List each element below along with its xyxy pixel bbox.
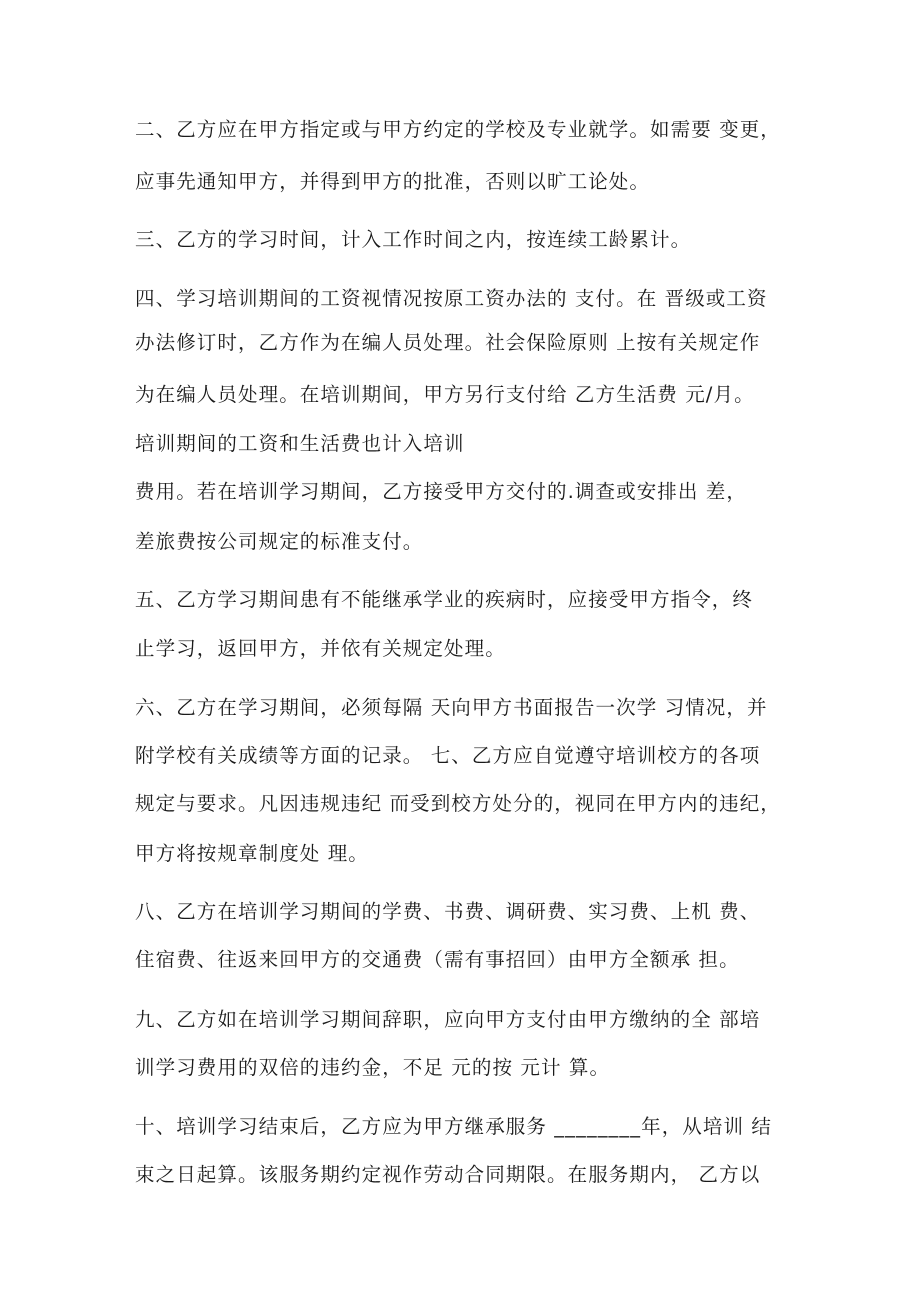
text-line: 差旅费按公司规定的标准支付。 <box>135 530 424 553</box>
text-line: 培训期间的工资和生活费也计入培训 <box>135 432 465 455</box>
text-line: 三、乙方的学习时间，计入工作时间之内，按连续工龄累计。 <box>135 228 692 251</box>
text-line: 为在编人员处理。在培训期间，甲方另行支付给 乙方生活费 元/月。 <box>135 383 755 406</box>
text-line: 附学校有关成绩等方面的记录。 七、乙方应自觉遵守培训校方的各项 <box>135 744 761 767</box>
text-line: 六、乙方在学习期间，必须每隔 天向甲方书面报告一次学 习情况，并 <box>135 696 768 719</box>
text-line: 八、乙方在培训学习期间的学费、书费、调研费、实习费、上机 费、 <box>135 900 761 923</box>
text-line: 应事先通知甲方，并得到甲方的批准，否则以旷工论处。 <box>135 170 651 193</box>
text-line: 办法修订时，乙方作为在编人员处理。社会保险原则 上按有关规定作 <box>135 331 761 354</box>
text-line: 训学习费用的双倍的违约金，不足 元的按 元计 算。 <box>135 1056 611 1079</box>
text-line: 九、乙方如在培训学习期间辞职，应向甲方支付由甲方缴纳的全 部培 <box>135 1008 761 1031</box>
text-line: 费用。若在培训学习期间，乙方接受甲方交付的.调查或安排出 差， <box>135 480 747 503</box>
text-line: 二、乙方应在甲方指定或与甲方约定的学校及专业就学。如需要 变更， <box>135 118 781 141</box>
text-line: 住宿费、往返来回甲方的交通费（需有事招回）由甲方全额承 担。 <box>135 948 740 971</box>
text-line: 甲方将按规章制度处 理。 <box>135 842 369 865</box>
text-line: 规定与要求。凡因违规违纪 而受到校方处分的，视同在甲方内的违纪， <box>135 792 781 815</box>
text-line: 止学习，返回甲方，并依有关规定处理。 <box>135 637 506 660</box>
text-line: 四、学习培训期间的工资视情况按原工资办法的 支付。在 晋级或工资 <box>135 287 768 310</box>
text-line: 束之日起算。该服务期约定视作劳动合同期限。在服务期内， 乙方以 <box>135 1163 761 1186</box>
text-line: 五、乙方学习期间患有不能继承学业的疾病时，应接受甲方指令，终 <box>135 588 754 611</box>
text-line: 十、培训学习结束后，乙方应为甲方继承服务 ________年，从培训 结 <box>135 1115 772 1138</box>
